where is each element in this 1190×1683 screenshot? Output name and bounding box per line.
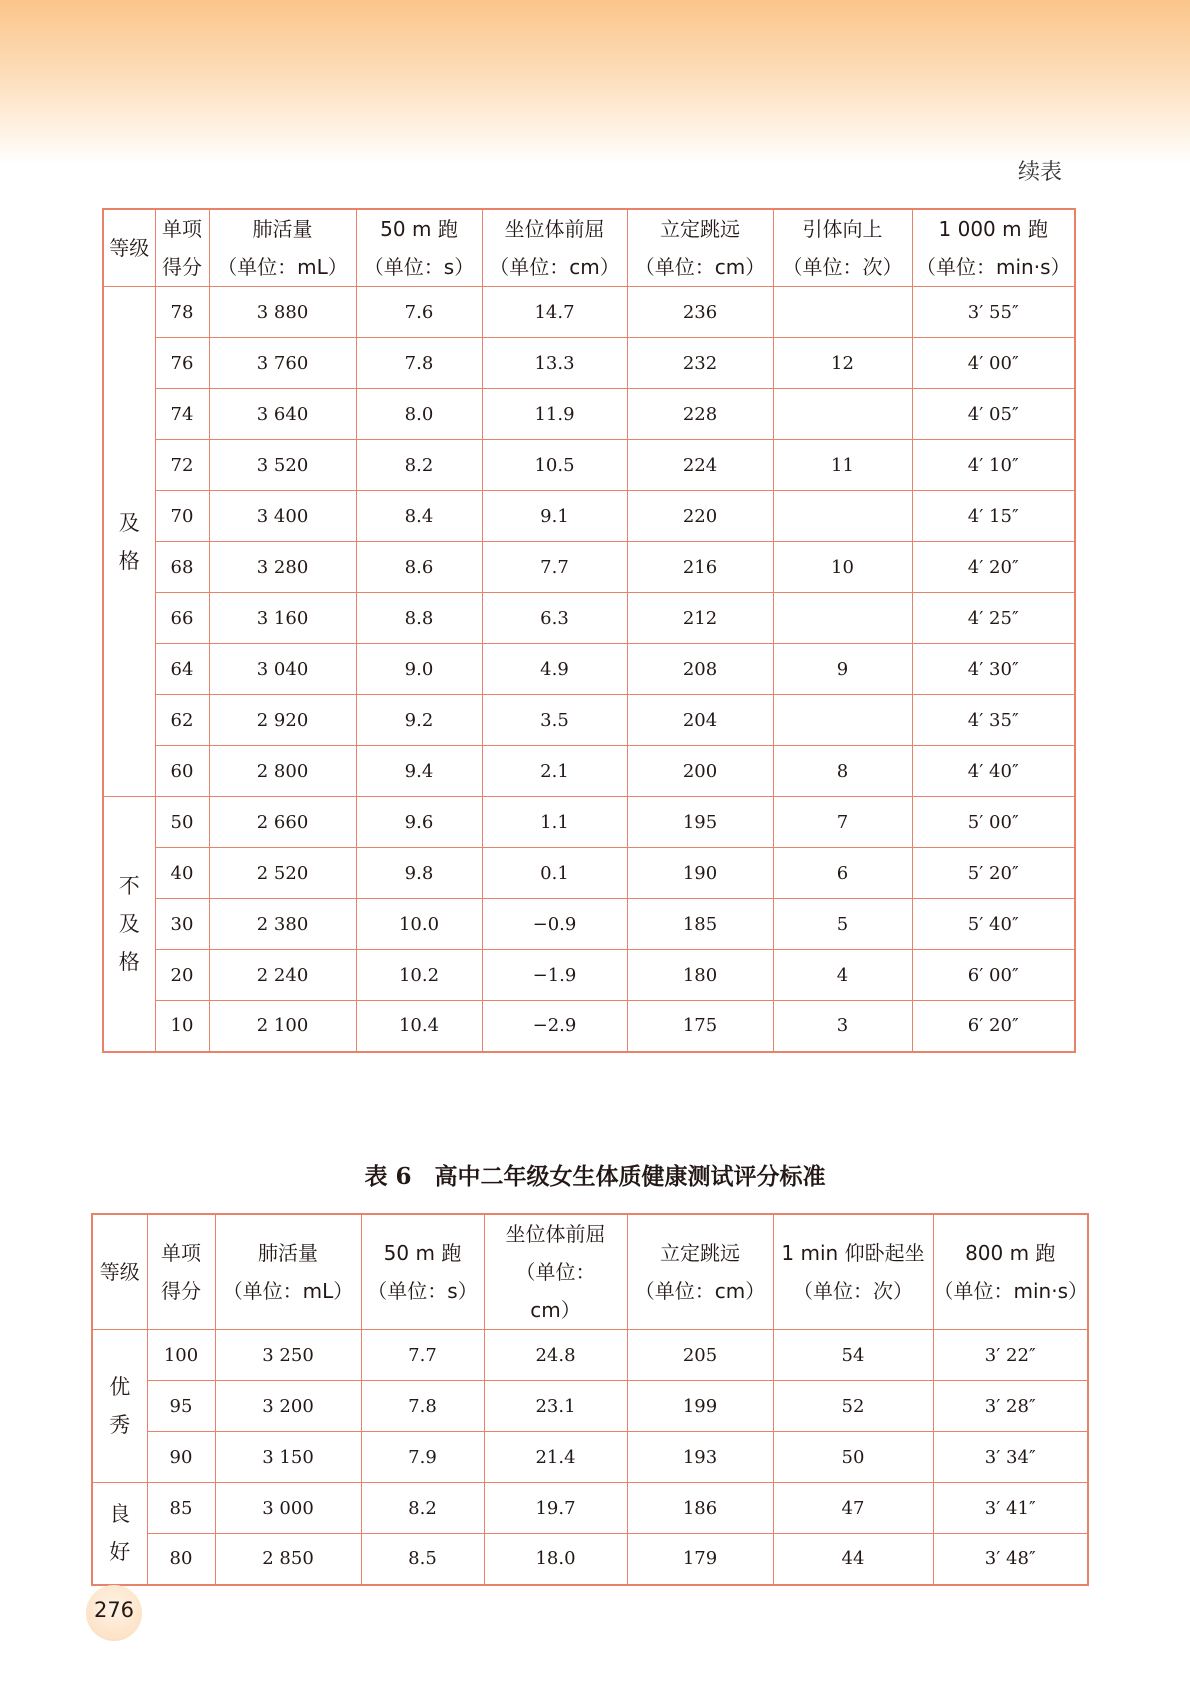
value-cell: 10.2 bbox=[356, 950, 482, 1001]
value-cell: 2 800 bbox=[209, 746, 356, 797]
value-cell: 11 bbox=[773, 440, 912, 491]
value-cell: 4′ 00″ bbox=[912, 338, 1075, 389]
value-cell: 14.7 bbox=[482, 287, 627, 338]
value-cell: 2 920 bbox=[209, 695, 356, 746]
value-cell: 232 bbox=[627, 338, 773, 389]
value-cell: 9.0 bbox=[356, 644, 482, 695]
score-table-grade2-girls bbox=[91, 1213, 1089, 1586]
value-cell: 3 280 bbox=[209, 542, 356, 593]
score-cell: 20 bbox=[155, 950, 209, 1001]
value-cell: 5 bbox=[773, 899, 912, 950]
value-cell: 0.1 bbox=[482, 848, 627, 899]
score-table-continued bbox=[102, 208, 1076, 1053]
value-cell: 212 bbox=[627, 593, 773, 644]
value-cell: 24.8 bbox=[484, 1330, 627, 1381]
value-cell: 8.4 bbox=[356, 491, 482, 542]
value-cell: 3′ 55″ bbox=[912, 287, 1075, 338]
value-cell: 9.4 bbox=[356, 746, 482, 797]
value-cell: 224 bbox=[627, 440, 773, 491]
value-cell: 3′ 34″ bbox=[933, 1432, 1088, 1483]
header-cell: 50 m 跑 （单位：s） bbox=[356, 209, 482, 287]
header-cell: 立定跳远 （单位：cm） bbox=[627, 209, 773, 287]
value-cell: 2.1 bbox=[482, 746, 627, 797]
value-cell bbox=[773, 287, 912, 338]
value-cell: 6′ 20″ bbox=[912, 1001, 1075, 1052]
score-cell: 10 bbox=[155, 1001, 209, 1052]
table-row bbox=[103, 389, 1075, 440]
score-cell: 85 bbox=[147, 1483, 215, 1534]
value-cell: 3 160 bbox=[209, 593, 356, 644]
value-cell: 13.3 bbox=[482, 338, 627, 389]
value-cell: 205 bbox=[627, 1330, 773, 1381]
page-number: 276 bbox=[93, 1598, 135, 1622]
value-cell: 4′ 35″ bbox=[912, 695, 1075, 746]
value-cell: 3 880 bbox=[209, 287, 356, 338]
header-cell: 坐位体前屈 （单位： cm） bbox=[484, 1214, 627, 1330]
value-cell: 190 bbox=[627, 848, 773, 899]
value-cell: 54 bbox=[773, 1330, 933, 1381]
value-cell: 3 640 bbox=[209, 389, 356, 440]
value-cell: 3′ 41″ bbox=[933, 1483, 1088, 1534]
value-cell: 9.6 bbox=[356, 797, 482, 848]
grade-cell: 及 格 bbox=[103, 287, 155, 797]
value-cell: 216 bbox=[627, 542, 773, 593]
value-cell: 2 100 bbox=[209, 1001, 356, 1052]
value-cell: 7 bbox=[773, 797, 912, 848]
value-cell: 3′ 48″ bbox=[933, 1534, 1088, 1585]
score-cell: 40 bbox=[155, 848, 209, 899]
table-row bbox=[103, 644, 1075, 695]
value-cell: 4′ 25″ bbox=[912, 593, 1075, 644]
value-cell: 8.6 bbox=[356, 542, 482, 593]
score-cell: 64 bbox=[155, 644, 209, 695]
table-header-row bbox=[103, 209, 1075, 287]
value-cell: 11.9 bbox=[482, 389, 627, 440]
value-cell: 3 000 bbox=[215, 1483, 361, 1534]
value-cell: 5′ 40″ bbox=[912, 899, 1075, 950]
value-cell: 4 bbox=[773, 950, 912, 1001]
score-cell: 100 bbox=[147, 1330, 215, 1381]
value-cell: 4′ 20″ bbox=[912, 542, 1075, 593]
value-cell: 3 400 bbox=[209, 491, 356, 542]
value-cell: 204 bbox=[627, 695, 773, 746]
value-cell: 5′ 20″ bbox=[912, 848, 1075, 899]
header-cell: 肺活量 （单位：mL） bbox=[209, 209, 356, 287]
value-cell: 2 850 bbox=[215, 1534, 361, 1585]
score-cell: 74 bbox=[155, 389, 209, 440]
value-cell: 3 150 bbox=[215, 1432, 361, 1483]
value-cell: 3 040 bbox=[209, 644, 356, 695]
table-row bbox=[103, 695, 1075, 746]
score-cell: 50 bbox=[155, 797, 209, 848]
value-cell: 7.7 bbox=[361, 1330, 484, 1381]
value-cell: −0.9 bbox=[482, 899, 627, 950]
value-cell: 50 bbox=[773, 1432, 933, 1483]
value-cell: 199 bbox=[627, 1381, 773, 1432]
value-cell: 10.5 bbox=[482, 440, 627, 491]
value-cell: 21.4 bbox=[484, 1432, 627, 1483]
grade-cell: 不 及 格 bbox=[103, 797, 155, 1052]
value-cell: 47 bbox=[773, 1483, 933, 1534]
value-cell: 44 bbox=[773, 1534, 933, 1585]
value-cell: 180 bbox=[627, 950, 773, 1001]
value-cell: 7.6 bbox=[356, 287, 482, 338]
value-cell: 220 bbox=[627, 491, 773, 542]
continuation-label: 续表 bbox=[1018, 160, 1063, 185]
value-cell: −2.9 bbox=[482, 1001, 627, 1052]
value-cell: 3 200 bbox=[215, 1381, 361, 1432]
value-cell: 186 bbox=[627, 1483, 773, 1534]
value-cell: 179 bbox=[627, 1534, 773, 1585]
value-cell: 4.9 bbox=[482, 644, 627, 695]
value-cell: 8.8 bbox=[356, 593, 482, 644]
value-cell: 3 760 bbox=[209, 338, 356, 389]
table-row bbox=[103, 542, 1075, 593]
table-row bbox=[103, 899, 1075, 950]
score-cell: 66 bbox=[155, 593, 209, 644]
value-cell: 3.5 bbox=[482, 695, 627, 746]
value-cell: 9 bbox=[773, 644, 912, 695]
table-row bbox=[103, 950, 1075, 1001]
value-cell: 7.9 bbox=[361, 1432, 484, 1483]
value-cell: 6′ 00″ bbox=[912, 950, 1075, 1001]
value-cell: 4′ 05″ bbox=[912, 389, 1075, 440]
value-cell: 8 bbox=[773, 746, 912, 797]
score-cell: 80 bbox=[147, 1534, 215, 1585]
value-cell: 6.3 bbox=[482, 593, 627, 644]
header-cell: 1 min 仰卧起坐 （单位：次） bbox=[773, 1214, 933, 1330]
value-cell: 4′ 30″ bbox=[912, 644, 1075, 695]
header-cell: 等级 bbox=[92, 1214, 147, 1330]
value-cell: 2 660 bbox=[209, 797, 356, 848]
value-cell: 10.0 bbox=[356, 899, 482, 950]
value-cell: −1.9 bbox=[482, 950, 627, 1001]
table-row bbox=[103, 491, 1075, 542]
value-cell: 3 bbox=[773, 1001, 912, 1052]
value-cell: 7.8 bbox=[361, 1381, 484, 1432]
header-cell: 50 m 跑 （单位：s） bbox=[361, 1214, 484, 1330]
table-row bbox=[103, 593, 1075, 644]
value-cell: 3′ 28″ bbox=[933, 1381, 1088, 1432]
header-cell: 单项 得分 bbox=[155, 209, 209, 287]
score-cell: 76 bbox=[155, 338, 209, 389]
value-cell: 8.5 bbox=[361, 1534, 484, 1585]
score-cell: 72 bbox=[155, 440, 209, 491]
value-cell: 2 520 bbox=[209, 848, 356, 899]
header-cell: 800 m 跑 （单位：min·s） bbox=[933, 1214, 1088, 1330]
value-cell: 23.1 bbox=[484, 1381, 627, 1432]
value-cell bbox=[773, 491, 912, 542]
value-cell: 3 250 bbox=[215, 1330, 361, 1381]
value-cell: 208 bbox=[627, 644, 773, 695]
table-row bbox=[92, 1381, 1088, 1432]
score-cell: 30 bbox=[155, 899, 209, 950]
value-cell: 12 bbox=[773, 338, 912, 389]
table-row bbox=[92, 1330, 1088, 1381]
value-cell: 4′ 40″ bbox=[912, 746, 1075, 797]
table-header-row bbox=[92, 1214, 1088, 1330]
grade-cell: 良 好 bbox=[92, 1483, 147, 1585]
value-cell: 4′ 15″ bbox=[912, 491, 1075, 542]
score-cell: 95 bbox=[147, 1381, 215, 1432]
value-cell: 185 bbox=[627, 899, 773, 950]
value-cell: 52 bbox=[773, 1381, 933, 1432]
value-cell bbox=[773, 389, 912, 440]
header-cell: 等级 bbox=[103, 209, 155, 287]
table-row bbox=[92, 1432, 1088, 1483]
value-cell: 9.8 bbox=[356, 848, 482, 899]
value-cell: 200 bbox=[627, 746, 773, 797]
table-row bbox=[103, 440, 1075, 491]
value-cell: 195 bbox=[627, 797, 773, 848]
value-cell: 193 bbox=[627, 1432, 773, 1483]
value-cell: 3′ 22″ bbox=[933, 1330, 1088, 1381]
table-row bbox=[103, 848, 1075, 899]
table-row bbox=[103, 746, 1075, 797]
value-cell: 1.1 bbox=[482, 797, 627, 848]
table-row bbox=[92, 1534, 1088, 1585]
value-cell: 7.7 bbox=[482, 542, 627, 593]
header-cell: 1 000 m 跑 （单位：min·s） bbox=[912, 209, 1075, 287]
value-cell: 6 bbox=[773, 848, 912, 899]
value-cell: 2 240 bbox=[209, 950, 356, 1001]
value-cell: 4′ 10″ bbox=[912, 440, 1075, 491]
table-row bbox=[103, 338, 1075, 389]
header-cell: 引体向上 （单位：次） bbox=[773, 209, 912, 287]
table-row bbox=[103, 287, 1075, 338]
value-cell: 10.4 bbox=[356, 1001, 482, 1052]
value-cell: 228 bbox=[627, 389, 773, 440]
score-cell: 62 bbox=[155, 695, 209, 746]
value-cell: 3 520 bbox=[209, 440, 356, 491]
table-row bbox=[103, 1001, 1075, 1052]
value-cell: 8.0 bbox=[356, 389, 482, 440]
value-cell: 8.2 bbox=[361, 1483, 484, 1534]
score-cell: 70 bbox=[155, 491, 209, 542]
value-cell: 19.7 bbox=[484, 1483, 627, 1534]
value-cell: 236 bbox=[627, 287, 773, 338]
score-cell: 60 bbox=[155, 746, 209, 797]
header-band bbox=[0, 0, 1190, 165]
header-cell: 立定跳远 （单位：cm） bbox=[627, 1214, 773, 1330]
value-cell: 2 380 bbox=[209, 899, 356, 950]
table-caption: 表 6 高中二年级女生体质健康测试评分标准 bbox=[364, 1163, 826, 1190]
value-cell: 10 bbox=[773, 542, 912, 593]
value-cell bbox=[773, 593, 912, 644]
value-cell: 9.2 bbox=[356, 695, 482, 746]
value-cell: 5′ 00″ bbox=[912, 797, 1075, 848]
header-cell: 单项 得分 bbox=[147, 1214, 215, 1330]
score-cell: 68 bbox=[155, 542, 209, 593]
score-cell: 90 bbox=[147, 1432, 215, 1483]
value-cell: 9.1 bbox=[482, 491, 627, 542]
table-row bbox=[103, 797, 1075, 848]
header-cell: 坐位体前屈 （单位：cm） bbox=[482, 209, 627, 287]
value-cell: 175 bbox=[627, 1001, 773, 1052]
value-cell: 7.8 bbox=[356, 338, 482, 389]
value-cell: 18.0 bbox=[484, 1534, 627, 1585]
value-cell: 8.2 bbox=[356, 440, 482, 491]
value-cell bbox=[773, 695, 912, 746]
score-cell: 78 bbox=[155, 287, 209, 338]
table-row bbox=[92, 1483, 1088, 1534]
grade-cell: 优 秀 bbox=[92, 1330, 147, 1483]
header-cell: 肺活量 （单位：mL） bbox=[215, 1214, 361, 1330]
